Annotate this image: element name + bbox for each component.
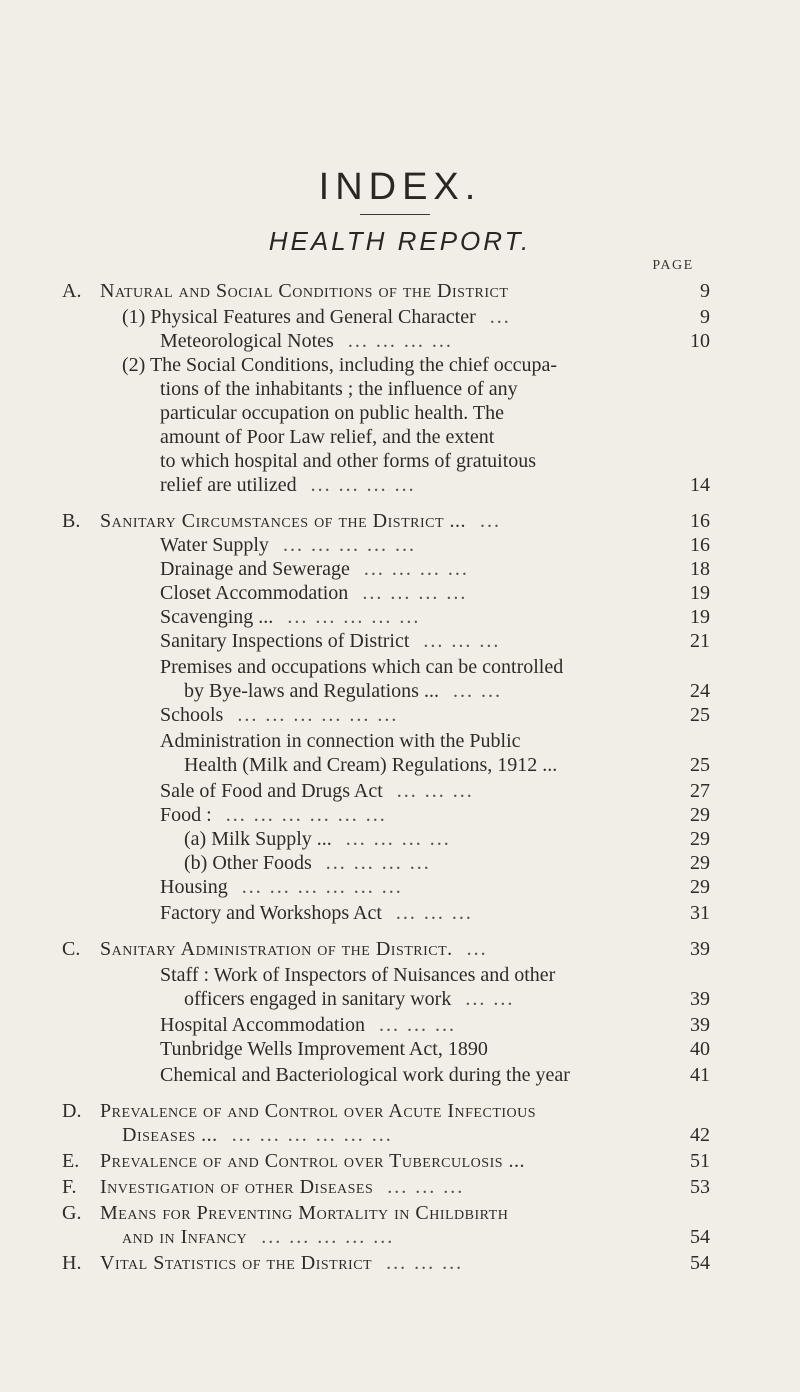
index-entry <box>0 448 800 474</box>
leader-dots: ... ... ... ... ... ... <box>227 876 403 898</box>
leader-dots: ... ... ... ... <box>331 828 451 850</box>
leader-dots: ... ... ... ... ... ... <box>223 704 399 726</box>
entry-text <box>160 472 416 498</box>
entry-text <box>160 448 536 474</box>
index-entry <box>0 1098 800 1124</box>
entry-text <box>122 352 557 378</box>
leader-dots: ... ... ... ... ... <box>273 606 421 628</box>
entry-label: relief are utilized <box>160 474 297 496</box>
page-number: 25 <box>690 704 710 726</box>
leader-dots: ... <box>475 306 511 328</box>
entry-label: Tunbridge Wells Improvement Act, 1890 <box>160 1038 488 1060</box>
leader-dots: ... ... ... ... <box>333 330 453 352</box>
entry-label: Housing <box>160 876 228 898</box>
entry-label: Sale of Food and Drugs Act <box>160 780 383 802</box>
page-number: 29 <box>690 804 710 826</box>
entry-label: Sanitary Circumstances of the District ... <box>100 510 467 532</box>
page-number: 19 <box>690 606 710 628</box>
page-number: 19 <box>690 582 710 604</box>
entry-label: and in Infancy <box>122 1226 248 1248</box>
entry-label: Schools <box>160 704 224 726</box>
entry-label: Drainage and Sewerage <box>160 558 350 580</box>
index-entry <box>0 752 800 778</box>
entry-text <box>160 778 474 804</box>
page-number: 51 <box>690 1150 710 1172</box>
entry-text <box>100 1098 536 1124</box>
entry-label: Prevalence of and Control over Acute Infectious <box>100 1100 537 1122</box>
entry-text <box>160 328 453 354</box>
entry-text <box>122 1224 394 1250</box>
index-entry <box>0 1250 800 1276</box>
section-letter: F. <box>62 1176 77 1198</box>
index-entry <box>0 604 800 630</box>
leader-dots: ... ... ... ... <box>348 582 468 604</box>
page-number: 16 <box>690 510 710 532</box>
entry-text <box>160 604 420 630</box>
page-number: 16 <box>690 534 710 556</box>
entry-text <box>122 304 511 330</box>
entry-label: (b) Other Foods <box>184 852 312 874</box>
page-number: 10 <box>690 330 710 352</box>
entry-text <box>100 278 508 304</box>
entry-label: Prevalence of and Control over Tuberculosis ... <box>100 1150 526 1172</box>
entry-text <box>160 962 555 988</box>
entry-label: Diseases ... <box>122 1124 218 1146</box>
entry-text <box>160 532 416 558</box>
page-number: 54 <box>690 1226 710 1248</box>
leader-dots: ... ... ... ... ... <box>268 534 416 556</box>
entry-text <box>100 1148 525 1174</box>
entry-label: amount of Poor Law relief, and the extent <box>160 426 495 448</box>
leader-dots: ... ... <box>451 988 515 1010</box>
entry-label: Means for Preventing Mortality in Childbirth <box>100 1202 509 1224</box>
index-entry <box>0 1062 800 1088</box>
section-letter: E. <box>62 1150 80 1172</box>
page-number: 9 <box>700 306 710 328</box>
index-entry <box>0 400 800 426</box>
entry-text <box>160 424 494 450</box>
section-letter: C. <box>62 938 81 960</box>
entry-label: Vital Statistics of the District <box>100 1252 373 1274</box>
leader-dots: ... ... ... <box>373 1176 465 1198</box>
section-letter: H. <box>62 1252 82 1274</box>
index-entry <box>0 1148 800 1174</box>
index-entry <box>0 278 800 304</box>
section-letter: D. <box>62 1100 82 1122</box>
leader-dots: ... ... ... ... <box>349 558 469 580</box>
index-entry <box>0 532 800 558</box>
entry-text <box>160 556 469 582</box>
index-entry <box>0 472 800 498</box>
entry-label: Water Supply <box>160 534 269 556</box>
page-number: 39 <box>690 938 710 960</box>
leader-dots: ... <box>466 510 502 532</box>
page-number: 53 <box>690 1176 710 1198</box>
leader-dots: ... ... ... <box>381 902 473 924</box>
page-number: 39 <box>690 1014 710 1036</box>
entry-label: Food : <box>160 804 212 826</box>
entry-text <box>122 1122 393 1148</box>
entry-label: to which hospital and other forms of gratuitous <box>160 450 537 472</box>
entry-label: Closet Accommodation <box>160 582 349 604</box>
index-entry <box>0 986 800 1012</box>
leader-dots: ... ... ... ... ... ... <box>211 804 387 826</box>
entry-text <box>184 752 557 778</box>
report-subtitle: HEALTH REPORT. <box>268 226 532 256</box>
entry-label: (1) Physical Features and General Character <box>122 306 476 328</box>
index-entry <box>0 850 800 876</box>
entry-label: (2) The Social Conditions, including the chief occupa- <box>122 354 558 376</box>
index-entry <box>0 508 800 534</box>
index-entry <box>0 628 800 654</box>
index-entry <box>0 1174 800 1200</box>
page-number: 40 <box>690 1038 710 1060</box>
index-entry <box>0 580 800 606</box>
page-number: 18 <box>690 558 710 580</box>
entry-text <box>160 874 403 900</box>
entry-label: Sanitary Administration of the District. <box>100 938 453 960</box>
index-entry <box>0 826 800 852</box>
entry-label: Staff : Work of Inspectors of Nuisances and other <box>160 964 556 986</box>
entry-text <box>184 826 451 852</box>
entry-label: (a) Milk Supply ... <box>184 828 332 850</box>
entry-label: Premises and occupations which can be controlled <box>160 656 564 678</box>
leader-dots: ... ... ... <box>372 1252 464 1274</box>
entry-text <box>160 628 500 654</box>
index-entry <box>0 352 800 378</box>
entry-text <box>100 1200 508 1226</box>
entry-label: Natural and Social Conditions of the District <box>100 280 509 302</box>
index-entry <box>0 1036 800 1062</box>
title-rule <box>360 214 430 215</box>
index-entry <box>0 962 800 988</box>
entry-text <box>184 678 502 704</box>
leader-dots: ... ... ... ... <box>311 852 431 874</box>
page-number: 42 <box>690 1124 710 1146</box>
entry-label: particular occupation on public health. The <box>160 402 504 424</box>
entry-label: Factory and Workshops Act <box>160 902 382 924</box>
page-number: 41 <box>690 1064 710 1086</box>
entry-label: officers engaged in sanitary work <box>184 988 452 1010</box>
page-number: 31 <box>690 902 710 924</box>
index-entry <box>0 874 800 900</box>
leader-dots: ... ... ... ... ... <box>247 1226 395 1248</box>
leader-dots: ... ... ... <box>382 780 474 802</box>
entry-text <box>160 900 473 926</box>
entry-text <box>160 728 521 754</box>
section-letter: G. <box>62 1202 82 1224</box>
leader-dots: ... ... ... <box>409 630 501 652</box>
entry-text <box>100 1250 463 1276</box>
page-number: 25 <box>690 754 710 776</box>
entry-text <box>160 1062 570 1088</box>
entry-label: by Bye-laws and Regulations ... <box>184 680 439 702</box>
leader-dots: ... ... <box>438 680 502 702</box>
entry-label: Chemical and Bacteriological work during the year <box>160 1064 570 1086</box>
entry-text <box>100 508 501 534</box>
page-number: 54 <box>690 1252 710 1274</box>
index-entry <box>0 702 800 728</box>
page-column-header: PAGE <box>652 258 694 273</box>
entry-text <box>160 702 398 728</box>
entry-text <box>160 400 504 426</box>
entry-text <box>100 1174 464 1200</box>
index-entry <box>0 424 800 450</box>
entry-label: Scavenging ... <box>160 606 274 628</box>
section-letter: A. <box>62 280 82 302</box>
entry-label: Investigation of other Diseases <box>100 1176 374 1198</box>
leader-dots: ... ... ... ... ... ... <box>217 1124 393 1146</box>
index-entry <box>0 678 800 704</box>
index-entry <box>0 778 800 804</box>
index-entry <box>0 728 800 754</box>
leader-dots: ... ... ... <box>364 1014 456 1036</box>
entry-label: Administration in connection with the Public <box>160 730 521 752</box>
entry-text <box>160 654 563 680</box>
page-number: 27 <box>690 780 710 802</box>
entry-label: Health (Milk and Cream) Regulations, 1912 ... <box>184 754 558 776</box>
index-entry <box>0 328 800 354</box>
entry-text <box>160 580 467 606</box>
index-entry <box>0 556 800 582</box>
index-entry <box>0 376 800 402</box>
index-entry <box>0 654 800 680</box>
page-number: 9 <box>700 280 710 302</box>
index-entry <box>0 1122 800 1148</box>
leader-dots: ... ... ... ... <box>296 474 416 496</box>
entry-text <box>160 802 387 828</box>
index-entry <box>0 900 800 926</box>
entry-text <box>160 376 518 402</box>
entry-text <box>160 1036 488 1062</box>
entry-label: Meteorological Notes <box>160 330 334 352</box>
entry-text <box>184 850 431 876</box>
index-entry <box>0 1200 800 1226</box>
page-number: 39 <box>690 988 710 1010</box>
page-number: 29 <box>690 876 710 898</box>
entry-label: Hospital Accommodation <box>160 1014 365 1036</box>
index-entry <box>0 936 800 962</box>
leader-dots: ... <box>452 938 488 960</box>
index-title: INDEX. <box>318 166 482 208</box>
page-number: 21 <box>690 630 710 652</box>
section-letter: B. <box>62 510 81 532</box>
page-number: 29 <box>690 828 710 850</box>
page-number: 29 <box>690 852 710 874</box>
index-entry <box>0 1012 800 1038</box>
entry-label: Sanitary Inspections of District <box>160 630 410 652</box>
entry-label: tions of the inhabitants ; the influence of any <box>160 378 518 400</box>
entry-text <box>100 936 488 962</box>
index-entry <box>0 802 800 828</box>
index-entry <box>0 304 800 330</box>
entry-text <box>160 1012 456 1038</box>
index-entry <box>0 1224 800 1250</box>
page-number: 14 <box>690 474 710 496</box>
page-number: 24 <box>690 680 710 702</box>
entry-text <box>184 986 514 1012</box>
